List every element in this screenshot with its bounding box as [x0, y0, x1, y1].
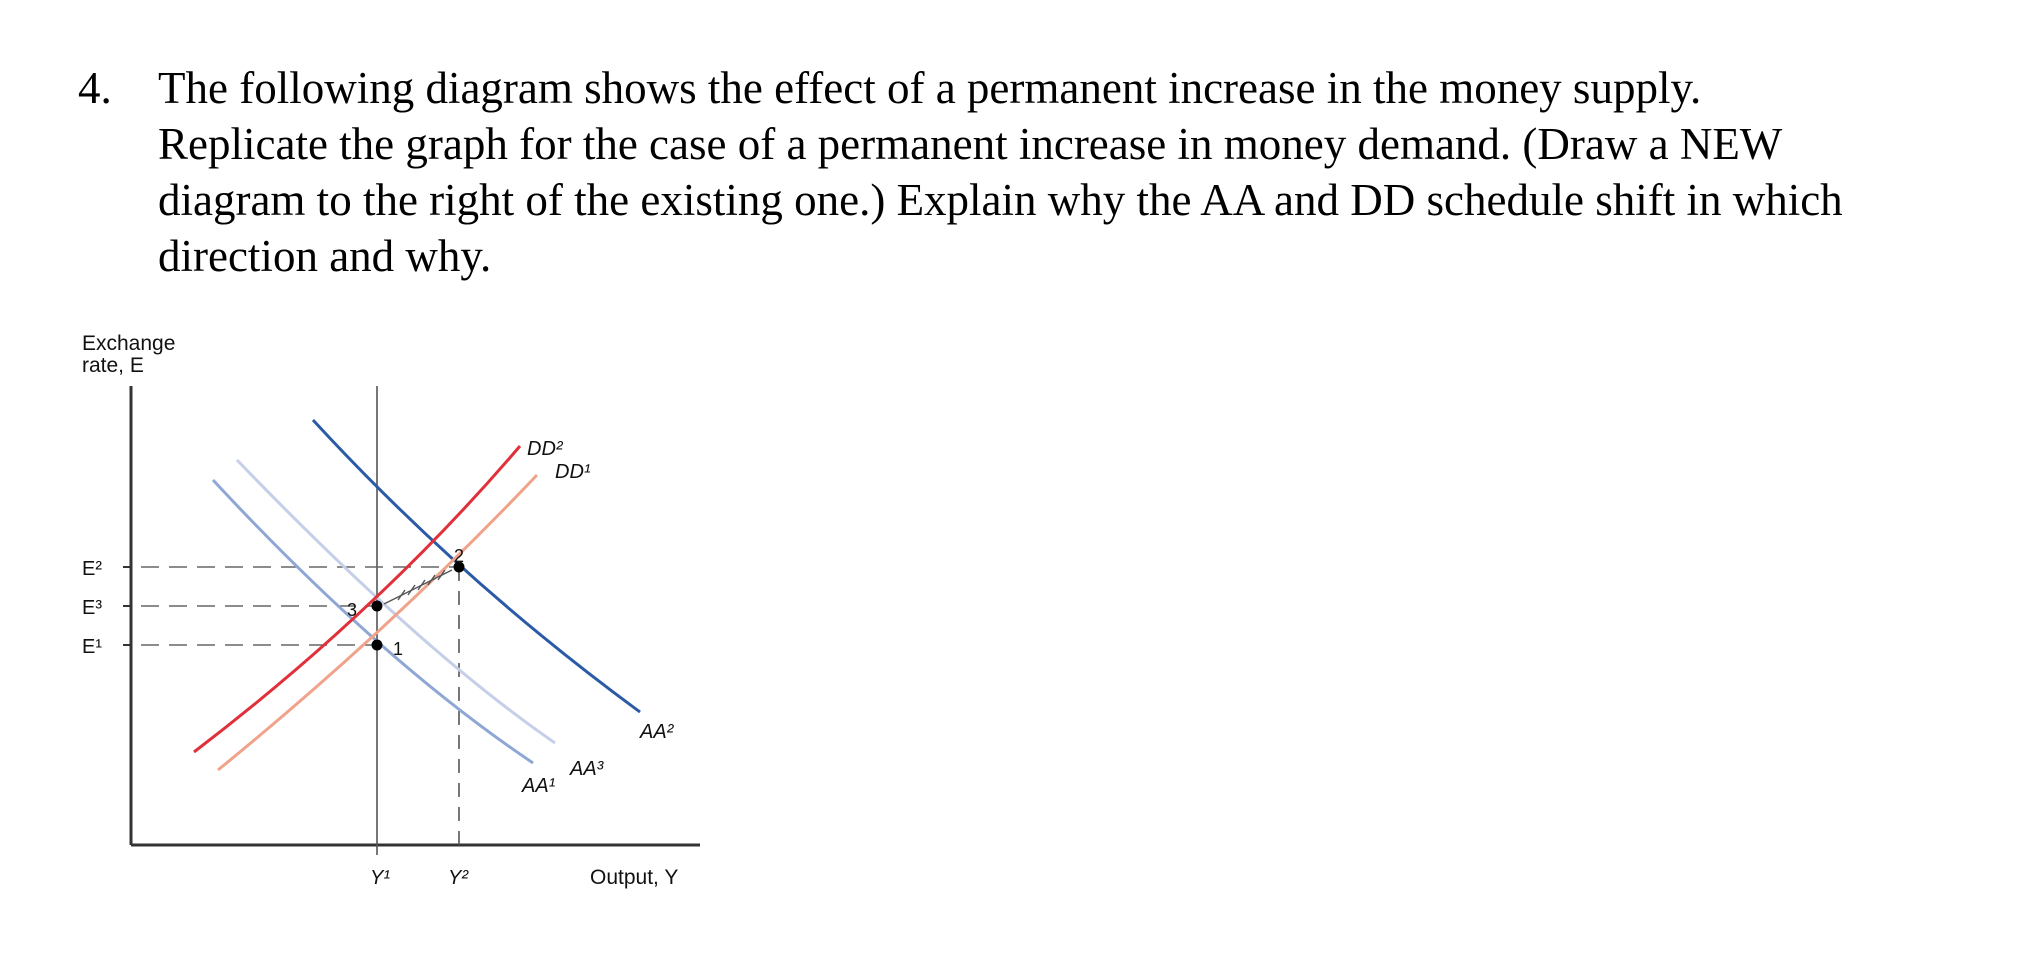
point-label-3: 3: [347, 600, 358, 620]
x-tick-label-y1: Y¹: [370, 867, 390, 889]
aa1-curve: [213, 480, 533, 763]
question-line: The following diagram shows the effect of a permanent increase in the money supply.: [158, 63, 1702, 113]
question-number: 4.: [78, 63, 112, 113]
curve-label-aa1: AA¹: [522, 775, 556, 797]
question-line: direction and why.: [158, 231, 492, 281]
curve-label-aa2: AA²: [640, 721, 674, 743]
point-label-1: 1: [393, 639, 404, 659]
aa2-curve: [313, 420, 640, 712]
equilibrium-point-1: [372, 640, 383, 651]
y-tick-label-e1: E¹: [82, 636, 102, 658]
y-axis-label-line: rate, E: [82, 354, 144, 377]
y-axis-label-line: Exchange: [82, 332, 176, 355]
equilibrium-point-3: [372, 601, 383, 612]
x-axis-label: Output, Y: [590, 866, 679, 889]
aa3-curve: [237, 460, 555, 743]
curve-label-aa3: AA³: [570, 758, 604, 780]
dd2-curve: [194, 446, 520, 752]
question-line: Replicate the graph for the case of a permanent increase in money demand. (Draw a NEW: [158, 119, 1783, 169]
curve-label-dd2: DD²: [527, 438, 563, 460]
y-tick-label-e3: E³: [82, 597, 102, 619]
x-tick-label-y2: Y²: [448, 867, 468, 889]
adjustment-arrows: [384, 570, 452, 604]
curve-label-dd1: DD¹: [555, 461, 591, 483]
point-label-2: 2: [454, 546, 465, 566]
y-tick-label-e2: E²: [82, 558, 102, 580]
question-line: diagram to the right of the existing one.) Explain why the AA and DD schedule shift in which: [158, 175, 1843, 225]
